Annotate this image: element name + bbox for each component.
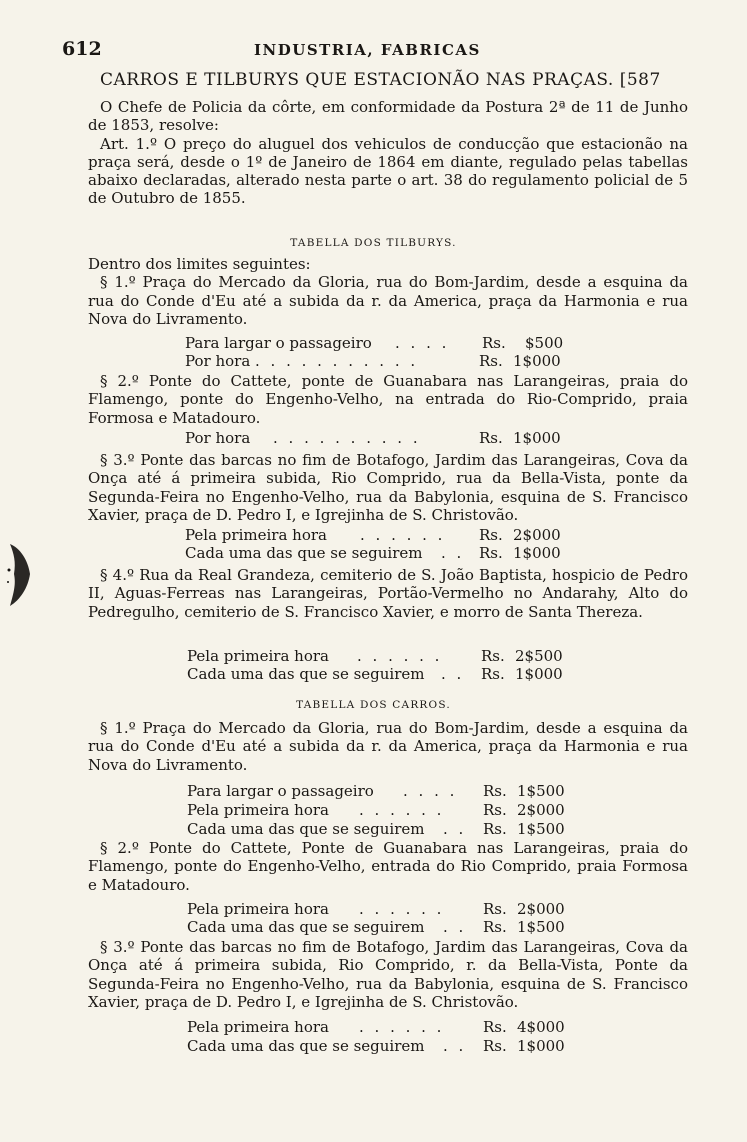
- price-value: 1$000: [517, 1037, 565, 1055]
- price-label: Pela primeira hora: [187, 647, 329, 665]
- price-value: $500: [525, 334, 564, 352]
- price-value: 1$000: [515, 665, 563, 683]
- price-value: 1$500: [517, 918, 565, 936]
- price-value: 1$000: [513, 352, 561, 370]
- price-label: Cada uma das que se seguirem: [187, 918, 425, 936]
- price-value: 1$500: [517, 782, 565, 800]
- tilburys-s2: [88, 372, 688, 427]
- price-value: 2$000: [517, 801, 565, 819]
- price-currency: Rs.: [482, 334, 506, 352]
- leader-dots: . .: [443, 1037, 467, 1055]
- tilburys-s4: [88, 566, 688, 621]
- tilburys-s3-text: § 3.º Ponte das barcas no fim de Botafogo, Jardim das Larangeiras, Cova da Onça até á primeira subida, Rio Comprido, rua da Bella-Vista, ponte da Segunda-Feira no Engenho-Velho, rua da Babylonia, esquina de S. Francisco Xavier, praça de D. Pedro I, e Igrejinha de S. Christovão.: [88, 451, 688, 524]
- ink-blot-mark: [6, 540, 32, 610]
- price-currency: Rs.: [483, 900, 507, 918]
- tilburys-intro: Dentro dos limites seguintes:: [88, 255, 311, 273]
- price-label: Por hora: [185, 429, 251, 447]
- price-value: 4$000: [517, 1018, 565, 1036]
- intro-article: Art. 1.º O preço do aluguel dos vehiculos de conducção que estacionão na praça será, desde o 1º de Janeiro de 1864 em diante, regulado pelas tabellas abaixo declaradas, alterado nesta parte o art. 38 do regulamento policial de 5 de Outubro de 1855.: [88, 134, 688, 208]
- leader-dots: . . . .: [395, 334, 450, 352]
- price-label: Pela primeira hora: [187, 1018, 329, 1036]
- carros-s2-text: § 2.º Ponte do Cattete, Ponte de Guanabara nas Larangeiras, praia do Flamengo, ponte do Engenho-Velho, entrada do Rio Comprido, praia Formosa e Matadouro.: [88, 839, 688, 894]
- leader-dots: . .: [441, 665, 465, 683]
- tilburys-s1-text: § 1.º Praça do Mercado da Gloria, rua do Bom-Jardim, desde a esquina da rua do Conde d'Eu até a subida da r. da America, praça da Harmonia e rua Nova do Livramento.: [88, 273, 688, 328]
- intro-preamble: O Chefe de Policia da côrte, em conformidade da Postura 2ª de 11 de Junho de 1853, resolve:: [88, 98, 688, 135]
- leader-dots: . . . . . .: [360, 526, 446, 544]
- leader-dots: . . . . . . . . . . .: [255, 352, 419, 370]
- price-currency: Rs.: [479, 352, 503, 370]
- leader-dots: . .: [443, 918, 467, 936]
- page-number: 612: [62, 38, 102, 60]
- price-label: Cada uma das que se seguirem: [185, 544, 423, 562]
- price-value: 2$000: [517, 900, 565, 918]
- running-head: INDUSTRIA, FABRICAS: [254, 41, 481, 59]
- carros-s3-text: § 3.º Ponte das barcas no fim de Botafogo, Jardim das Larangeiras, Cova da Onça até á primeira subida, Rio Comprido, r. da Bella-Vista, Ponte da Segunda-Feira no Engenho-Velho, rua da Babylonia, esquina de S. Francisco Xavier, praça de D. Pedro I, e Igrejinha de S. Christovão.: [88, 938, 688, 1011]
- price-currency: Rs.: [483, 801, 507, 819]
- intro-block: [88, 98, 688, 208]
- tilburys-s1: [88, 255, 688, 328]
- price-currency: Rs.: [481, 665, 505, 683]
- price-currency: Rs.: [479, 526, 503, 544]
- price-currency: Rs.: [483, 1018, 507, 1036]
- leader-dots: . . . . . . . . . .: [273, 429, 421, 447]
- carros-s1: [88, 719, 688, 774]
- price-value: 2$000: [513, 526, 561, 544]
- tilburys-s4-text: § 4.º Rua da Real Grandeza, cemiterio de S. João Baptista, hospicio de Pedro II, Aguas-Ferreas nas Larangeiras, Portão-Vermelho no Andarahy, Alto do Pedregulho, cemiterio de S. Francisco Xavier, e morro de Santa Thereza.: [88, 566, 688, 621]
- price-currency: Rs.: [483, 918, 507, 936]
- section-title: CARROS E TILBURYS QUE ESTACIONÃO NAS PRAÇAS. [587: [100, 70, 661, 90]
- leader-dots: . . . . . .: [357, 647, 443, 665]
- tilburys-table-title: TABELLA DOS TILBURYS.: [290, 237, 457, 249]
- leader-dots: . .: [441, 544, 465, 562]
- leader-dots: . . . .: [403, 782, 458, 800]
- page-header: [62, 38, 702, 60]
- price-value: 1$000: [513, 429, 561, 447]
- price-currency: Rs.: [483, 820, 507, 838]
- price-label: Para largar o passageiro: [185, 334, 372, 352]
- carros-s1-text: § 1.º Praça do Mercado da Gloria, rua do Bom-Jardim, desde a esquina da rua do Conde d'Eu até a subida da r. da America, praça da Harmonia e rua Nova do Livramento.: [88, 719, 688, 774]
- tilburys-s2-text: § 2.º Ponte do Cattete, ponte de Guanabara nas Larangeiras, praia do Flamengo, ponte do Engenho-Velho, na entrada do Rio-Comprido, praia Formosa e Matadouro.: [88, 372, 688, 427]
- price-currency: Rs.: [479, 544, 503, 562]
- tilburys-s3: [88, 451, 688, 524]
- carros-table-title: TABELLA DOS CARROS.: [296, 699, 451, 711]
- price-currency: Rs.: [483, 782, 507, 800]
- price-label: Cada uma das que se seguirem: [187, 1037, 425, 1055]
- price-value: 1$500: [517, 820, 565, 838]
- carros-s2: [88, 839, 688, 894]
- leader-dots: . .: [443, 820, 467, 838]
- price-value: 1$000: [513, 544, 561, 562]
- price-label: Pela primeira hora: [187, 900, 329, 918]
- price-label: Cada uma das que se seguirem: [187, 665, 425, 683]
- price-value: 2$500: [515, 647, 563, 665]
- price-label: Cada uma das que se seguirem: [187, 820, 425, 838]
- price-label: Por hora: [185, 352, 251, 370]
- price-label: Pela primeira hora: [185, 526, 327, 544]
- price-currency: Rs.: [479, 429, 503, 447]
- price-label: Pela primeira hora: [187, 801, 329, 819]
- price-currency: Rs.: [483, 1037, 507, 1055]
- leader-dots: . . . . . .: [359, 801, 445, 819]
- leader-dots: . . . . . .: [359, 1018, 445, 1036]
- leader-dots: . . . . . .: [359, 900, 445, 918]
- price-currency: Rs.: [481, 647, 505, 665]
- price-label: Para largar o passageiro: [187, 782, 374, 800]
- carros-s3: [88, 938, 688, 1011]
